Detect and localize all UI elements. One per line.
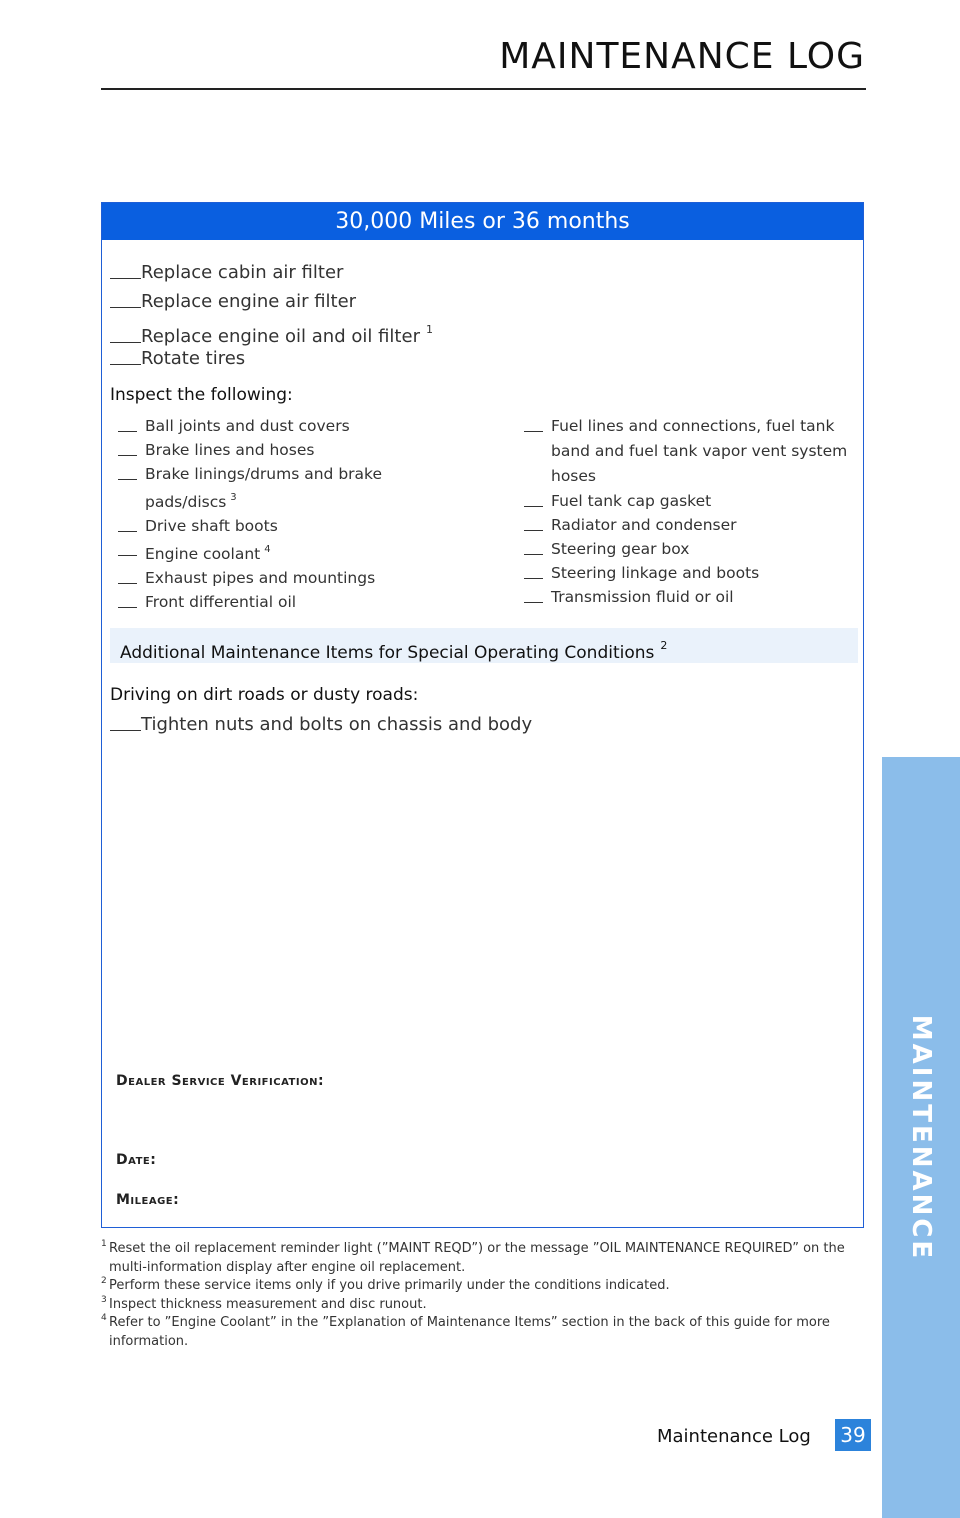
checkbox-blank[interactable] xyxy=(118,583,137,584)
checkbox-blank[interactable] xyxy=(118,555,137,556)
checkbox-blank[interactable] xyxy=(524,554,543,555)
inspect-item: Front differential oil xyxy=(118,590,508,614)
footnote: 4 Refer to ”Engine Coolant” in the ”Explanation of Maintenance Items” section in the back of this guide for more information. xyxy=(101,1313,830,1349)
footnote: 3 Inspect thickness measurement and disc runout. xyxy=(101,1294,427,1312)
task-item: Rotate tires xyxy=(110,345,433,374)
inspect-item: Exhaust pipes and mountings xyxy=(118,566,508,590)
inspect-list-left xyxy=(118,414,508,614)
task-item: Replace engine air filter xyxy=(110,288,433,317)
footnote-ref: 4 xyxy=(264,544,271,555)
checkbox-blank[interactable] xyxy=(524,578,543,579)
checkbox-blank[interactable] xyxy=(524,530,543,531)
checkbox-blank[interactable] xyxy=(118,607,137,608)
inspect-item: Fuel lines and connections, fuel tank band and fuel tank vapor vent system hoses xyxy=(524,414,864,489)
checkbox-blank[interactable] xyxy=(524,431,543,432)
checkbox-blank[interactable] xyxy=(110,324,141,343)
interval-header: 30,000 Miles or 36 months xyxy=(102,203,863,240)
inspect-item: Steering linkage and boots xyxy=(524,561,864,585)
task-list xyxy=(110,259,433,373)
checkbox-blank[interactable] xyxy=(110,289,141,308)
footnote-ref: 2 xyxy=(660,639,668,652)
inspect-item: Fuel tank cap gasket xyxy=(524,489,864,513)
inspect-heading: Inspect the following: xyxy=(110,385,293,405)
checkbox-blank[interactable] xyxy=(110,346,141,365)
dealer-verification-label: Dealer Service Verification: xyxy=(116,1073,325,1089)
checkbox-blank[interactable] xyxy=(118,531,137,532)
inspect-item: Engine coolant $^4$ xyxy=(118,538,508,566)
inspect-item: Brake lines and hoses xyxy=(118,438,508,462)
inspect-item: Transmission fluid or oil xyxy=(524,585,864,609)
checkbox-blank[interactable] xyxy=(110,712,141,731)
inspect-item: Steering gear box xyxy=(524,537,864,561)
maintenance-interval-box xyxy=(101,202,864,1228)
additional-maintenance-heading: Additional Maintenance Items for Special Operating Conditions $^2$ xyxy=(110,628,858,663)
task-item: Replace cabin air filter xyxy=(110,259,433,288)
inspect-item: Brake linings/drums and brake pads/discs $^3$ xyxy=(118,462,435,514)
checkbox-blank[interactable] xyxy=(118,455,137,456)
inspect-item: Radiator and condenser xyxy=(524,513,864,537)
inspect-list-right xyxy=(524,414,864,609)
checkbox-blank[interactable] xyxy=(524,506,543,507)
checkbox-blank[interactable] xyxy=(118,431,137,432)
side-tab-label: MAINTENANCE xyxy=(906,1014,937,1261)
footnote: 2 Perform these service items only if you drive primarily under the conditions indicated. xyxy=(101,1276,670,1294)
checkbox-blank[interactable] xyxy=(110,260,141,279)
checkbox-blank[interactable] xyxy=(524,602,543,603)
title-divider xyxy=(101,88,866,90)
task-item: Replace engine oil and oil filter $^1$ xyxy=(110,316,433,345)
task-item: Tighten nuts and bolts on chassis and body xyxy=(110,711,532,739)
inspect-item: Drive shaft boots xyxy=(118,514,508,538)
footnotes xyxy=(101,1240,861,1352)
page-number: 39 xyxy=(835,1419,871,1451)
footer-section-label: Maintenance Log xyxy=(657,1426,811,1447)
footnote-ref: 3 xyxy=(230,492,237,503)
footnote-ref: 1 xyxy=(425,323,433,336)
footnote: 1 Reset the oil replacement reminder light (”MAINT REQD”) or the message ”OIL MAINTENANCE REQUIRED” on the multi-information display after engine oil replacement. xyxy=(101,1239,845,1275)
mileage-label: Mileage: xyxy=(116,1192,180,1208)
inspect-item: Ball joints and dust covers xyxy=(118,414,508,438)
page-title: MAINTENANCE LOG xyxy=(499,36,865,77)
section-side-tab xyxy=(882,757,960,1518)
checkbox-blank[interactable] xyxy=(118,479,137,480)
driving-conditions-heading: Driving on dirt roads or dusty roads: xyxy=(110,685,419,705)
date-label: Date: xyxy=(116,1152,157,1168)
